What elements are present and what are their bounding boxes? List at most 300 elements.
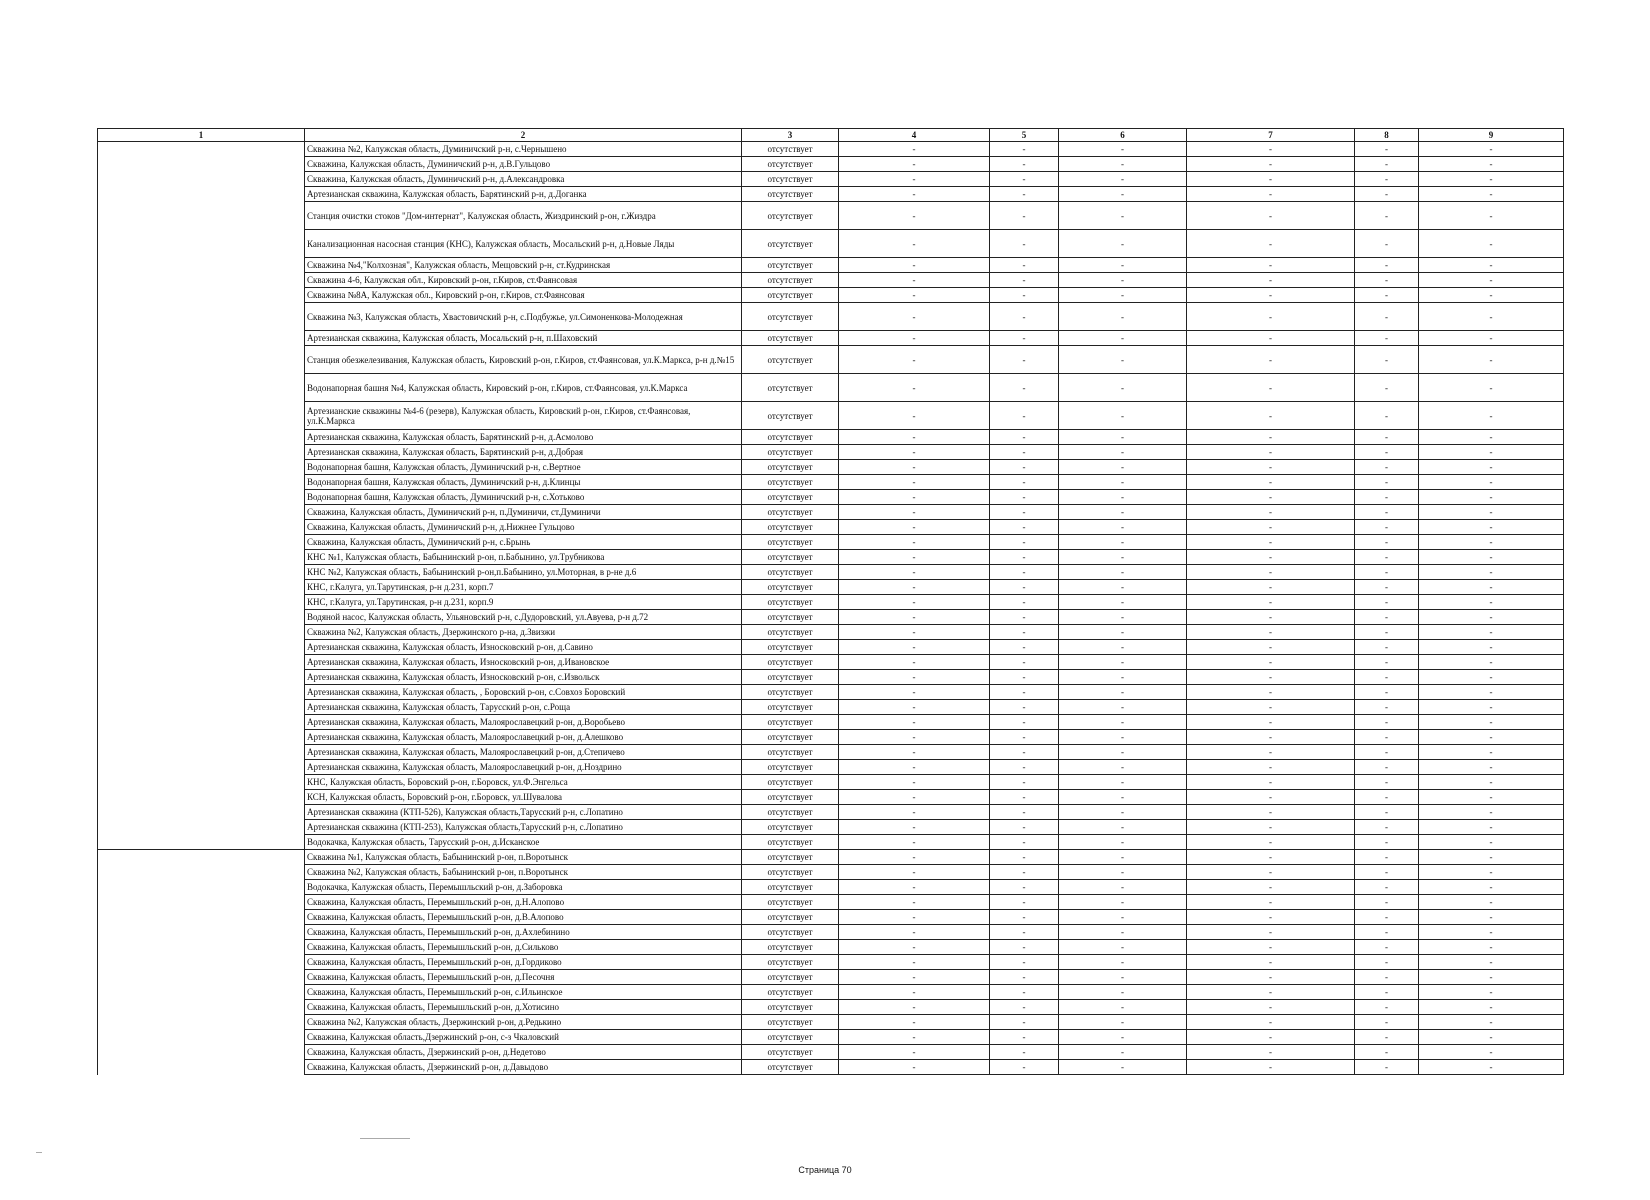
value-cell-col-5: - (990, 850, 1059, 865)
value-cell-col-9: - (1419, 625, 1564, 640)
object-name-cell: Скважина 4-6, Калужская обл., Кировский р-он, г.Киров, ст.Фаянсовая (305, 273, 742, 288)
value-cell-col-6: - (1059, 1030, 1187, 1045)
table-row (98, 700, 1564, 715)
value-cell-col-6: - (1059, 685, 1187, 700)
group-cell (98, 970, 305, 985)
value-cell-col-6: - (1059, 895, 1187, 910)
value-cell-col-8: - (1355, 985, 1419, 1000)
value-cell-col-8: - (1355, 655, 1419, 670)
value-cell-col-7: - (1187, 805, 1355, 820)
group-cell (98, 1045, 305, 1060)
group-cell (98, 715, 305, 730)
value-cell-col-6: - (1059, 187, 1187, 202)
status-cell: отсутствует (742, 157, 839, 172)
value-cell-col-8: - (1355, 745, 1419, 760)
table-row (98, 685, 1564, 700)
group-cell (98, 1030, 305, 1045)
value-cell-col-9: - (1419, 230, 1564, 258)
value-cell-col-6: - (1059, 273, 1187, 288)
object-name-cell: КНС №1, Калужская область, Бабынинский р-он, п.Бабынино, ул.Трубникова (305, 550, 742, 565)
value-cell-col-7: - (1187, 565, 1355, 580)
value-cell-col-4: - (839, 172, 990, 187)
object-name-cell: Скважина, Калужская область, Думиничский р-н, д.Александровка (305, 172, 742, 187)
status-cell: отсутствует (742, 835, 839, 850)
value-cell-col-8: - (1355, 346, 1419, 374)
table-row (98, 1060, 1564, 1075)
object-name-cell: Скважина, Калужская область, Перемышльский р-он, д.Песочня (305, 970, 742, 985)
object-name-cell: Скважина №2, Калужская область, Бабынинский р-он, п.Воротынск (305, 865, 742, 880)
value-cell-col-9: - (1419, 460, 1564, 475)
value-cell-col-5: - (990, 955, 1059, 970)
value-cell-col-5: - (990, 430, 1059, 445)
value-cell-col-4: - (839, 760, 990, 775)
value-cell-col-6: - (1059, 374, 1187, 402)
value-cell-col-7: - (1187, 187, 1355, 202)
value-cell-col-4: - (839, 430, 990, 445)
value-cell-col-8: - (1355, 865, 1419, 880)
value-cell-col-9: - (1419, 865, 1564, 880)
object-name-cell: Артезианская скважина, Калужская область, Износковский р-он, с.Извольск (305, 670, 742, 685)
object-name-cell: Артезианская скважина, Калужская область, Малоярославецкий р-он, д.Воробьево (305, 715, 742, 730)
value-cell-col-6: - (1059, 580, 1187, 595)
value-cell-col-6: - (1059, 172, 1187, 187)
value-cell-col-8: - (1355, 475, 1419, 490)
value-cell-col-4: - (839, 670, 990, 685)
status-cell: отсутствует (742, 142, 839, 157)
value-cell-col-7: - (1187, 895, 1355, 910)
value-cell-col-9: - (1419, 346, 1564, 374)
value-cell-col-8: - (1355, 805, 1419, 820)
object-name-cell: Скважина №4,"Колхозная", Калужская область, Мещовский р-н, ст.Кудринская (305, 258, 742, 273)
value-cell-col-8: - (1355, 880, 1419, 895)
status-cell: отсутствует (742, 610, 839, 625)
value-cell-col-9: - (1419, 374, 1564, 402)
group-cell (98, 895, 305, 910)
object-name-cell: Артезианские скважины №4-6 (резерв), Калужская область, Кировский р-он, г.Киров, ст.Фаянсовая, ул.К.Маркса (305, 402, 742, 430)
group-cell (98, 331, 305, 346)
group-cell (98, 303, 305, 331)
status-cell: отсутствует (742, 505, 839, 520)
group-cell (98, 520, 305, 535)
value-cell-col-9: - (1419, 655, 1564, 670)
table-row (98, 730, 1564, 745)
value-cell-col-9: - (1419, 565, 1564, 580)
value-cell-col-6: - (1059, 925, 1187, 940)
value-cell-col-5: - (990, 230, 1059, 258)
value-cell-col-6: - (1059, 820, 1187, 835)
value-cell-col-7: - (1187, 640, 1355, 655)
header-cell-4: 4 (839, 129, 990, 142)
table-row (98, 187, 1564, 202)
value-cell-col-6: - (1059, 640, 1187, 655)
value-cell-col-5: - (990, 565, 1059, 580)
table-row (98, 142, 1564, 157)
value-cell-col-8: - (1355, 730, 1419, 745)
value-cell-col-4: - (839, 1045, 990, 1060)
value-cell-col-8: - (1355, 1000, 1419, 1015)
value-cell-col-7: - (1187, 402, 1355, 430)
status-cell: отсутствует (742, 715, 839, 730)
value-cell-col-9: - (1419, 475, 1564, 490)
scan-mark-center (360, 1138, 410, 1139)
value-cell-col-9: - (1419, 445, 1564, 460)
value-cell-col-7: - (1187, 374, 1355, 402)
group-cell (98, 460, 305, 475)
value-cell-col-4: - (839, 955, 990, 970)
object-name-cell: Станция очистки стоков "Дом-интернат", Калужская область, Жиздринский р-он, г.Жиздра (305, 202, 742, 230)
status-cell: отсутствует (742, 655, 839, 670)
value-cell-col-6: - (1059, 258, 1187, 273)
value-cell-col-5: - (990, 640, 1059, 655)
object-name-cell: Скважина, Калужская область, Думиничский р-н, с.Брынь (305, 535, 742, 550)
value-cell-col-8: - (1355, 445, 1419, 460)
object-name-cell: Артезианская скважина (КТП-526), Калужская область,Тарусский р-н, с.Лопатино (305, 805, 742, 820)
object-name-cell: Артезианская скважина, Калужская область, Мосальский р-н, п.Шаховский (305, 331, 742, 346)
table-row (98, 230, 1564, 258)
value-cell-col-4: - (839, 346, 990, 374)
value-cell-col-6: - (1059, 700, 1187, 715)
value-cell-col-5: - (990, 940, 1059, 955)
value-cell-col-6: - (1059, 520, 1187, 535)
table-row (98, 331, 1564, 346)
value-cell-col-4: - (839, 790, 990, 805)
value-cell-col-8: - (1355, 535, 1419, 550)
object-name-cell: Артезианская скважина, Калужская область, Малоярославецкий р-он, д.Ноздрино (305, 760, 742, 775)
value-cell-col-7: - (1187, 835, 1355, 850)
value-cell-col-5: - (990, 775, 1059, 790)
status-cell: отсутствует (742, 550, 839, 565)
value-cell-col-6: - (1059, 288, 1187, 303)
table-row (98, 880, 1564, 895)
table-row (98, 910, 1564, 925)
value-cell-col-9: - (1419, 925, 1564, 940)
value-cell-col-8: - (1355, 835, 1419, 850)
object-name-cell: Артезианская скважина, Калужская область, Малоярославецкий р-он, д.Степичево (305, 745, 742, 760)
value-cell-col-9: - (1419, 288, 1564, 303)
value-cell-col-9: - (1419, 805, 1564, 820)
value-cell-col-7: - (1187, 230, 1355, 258)
value-cell-col-7: - (1187, 273, 1355, 288)
object-name-cell: Скважина №2, Калужская область, Дзержинский р-он, д.Редькино (305, 1015, 742, 1030)
value-cell-col-4: - (839, 820, 990, 835)
value-cell-col-6: - (1059, 430, 1187, 445)
value-cell-col-5: - (990, 910, 1059, 925)
table-row (98, 610, 1564, 625)
value-cell-col-5: - (990, 1000, 1059, 1015)
value-cell-col-8: - (1355, 1045, 1419, 1060)
value-cell-col-6: - (1059, 805, 1187, 820)
table-row (98, 640, 1564, 655)
value-cell-col-8: - (1355, 273, 1419, 288)
value-cell-col-5: - (990, 820, 1059, 835)
value-cell-col-9: - (1419, 790, 1564, 805)
object-name-cell: КСН, Калужская область, Боровский р-он, г.Боровск, ул.Шувалова (305, 790, 742, 805)
value-cell-col-7: - (1187, 715, 1355, 730)
value-cell-col-5: - (990, 985, 1059, 1000)
value-cell-col-9: - (1419, 970, 1564, 985)
value-cell-col-8: - (1355, 1060, 1419, 1075)
value-cell-col-6: - (1059, 670, 1187, 685)
value-cell-col-9: - (1419, 172, 1564, 187)
object-name-cell: Водяной насос, Калужская область, Ульяновский р-н, с.Дудоровский, ул.Авуева, р-н д.72 (305, 610, 742, 625)
value-cell-col-9: - (1419, 1030, 1564, 1045)
object-name-cell: Артезианская скважина, Калужская область, Тарусский р-он, с.Роща (305, 700, 742, 715)
table-row (98, 1015, 1564, 1030)
value-cell-col-7: - (1187, 550, 1355, 565)
value-cell-col-9: - (1419, 985, 1564, 1000)
object-name-cell: Скважина, Калужская область, Думиничский р-н, д.Нижнее Гульцово (305, 520, 742, 535)
table-row (98, 460, 1564, 475)
value-cell-col-9: - (1419, 331, 1564, 346)
value-cell-col-6: - (1059, 970, 1187, 985)
value-cell-col-8: - (1355, 910, 1419, 925)
group-cell (98, 1060, 305, 1075)
value-cell-col-6: - (1059, 230, 1187, 258)
value-cell-col-4: - (839, 550, 990, 565)
status-cell: отсутствует (742, 402, 839, 430)
value-cell-col-6: - (1059, 730, 1187, 745)
value-cell-col-7: - (1187, 865, 1355, 880)
object-name-cell: Скважина №2, Калужская область, Думиничский р-н, с.Чернышено (305, 142, 742, 157)
status-cell: отсутствует (742, 700, 839, 715)
group-cell (98, 955, 305, 970)
group-cell (98, 610, 305, 625)
object-name-cell: КНС, Калужская область, Боровский р-он, г.Боровск, ул.Ф.Энгельса (305, 775, 742, 790)
table-row (98, 1000, 1564, 1015)
value-cell-col-8: - (1355, 331, 1419, 346)
group-cell (98, 273, 305, 288)
value-cell-col-5: - (990, 505, 1059, 520)
object-name-cell: Скважина, Калужская область, Перемышльский р-он, д.Н.Алопово (305, 895, 742, 910)
table-row (98, 925, 1564, 940)
status-cell: отсутствует (742, 670, 839, 685)
value-cell-col-8: - (1355, 157, 1419, 172)
value-cell-col-9: - (1419, 895, 1564, 910)
value-cell-col-7: - (1187, 850, 1355, 865)
table-body (98, 129, 1564, 1075)
value-cell-col-5: - (990, 595, 1059, 610)
value-cell-col-8: - (1355, 685, 1419, 700)
value-cell-col-8: - (1355, 970, 1419, 985)
object-name-cell: Скважина, Калужская область,Дзержинский р-он, с-з Чкаловский (305, 1030, 742, 1045)
value-cell-col-9: - (1419, 955, 1564, 970)
status-cell: отсутствует (742, 730, 839, 745)
status-cell: отсутствует (742, 490, 839, 505)
object-name-cell: Водокачка, Калужская область, Тарусский р-он, д.Исканское (305, 835, 742, 850)
value-cell-col-9: - (1419, 700, 1564, 715)
group-cell (98, 940, 305, 955)
table-row (98, 655, 1564, 670)
table-row (98, 745, 1564, 760)
group-cell (98, 535, 305, 550)
value-cell-col-5: - (990, 258, 1059, 273)
table-row (98, 760, 1564, 775)
value-cell-col-8: - (1355, 760, 1419, 775)
value-cell-col-4: - (839, 865, 990, 880)
value-cell-col-5: - (990, 331, 1059, 346)
value-cell-col-6: - (1059, 1015, 1187, 1030)
status-cell: отсутствует (742, 535, 839, 550)
table-row (98, 565, 1564, 580)
value-cell-col-7: - (1187, 955, 1355, 970)
value-cell-col-6: - (1059, 202, 1187, 230)
status-cell: отсутствует (742, 374, 839, 402)
object-name-cell: Скважина, Калужская область, Думиничский р-н, п.Думиничи, ст.Думиничи (305, 505, 742, 520)
value-cell-col-6: - (1059, 346, 1187, 374)
value-cell-col-5: - (990, 610, 1059, 625)
status-cell: отсутствует (742, 895, 839, 910)
header-cell-2: 2 (305, 129, 742, 142)
object-name-cell: Артезианская скважина, Калужская область, Барятинский р-н, д.Асмолово (305, 430, 742, 445)
value-cell-col-4: - (839, 775, 990, 790)
table-row (98, 288, 1564, 303)
page-number: Страница 70 (798, 1165, 852, 1175)
value-cell-col-9: - (1419, 490, 1564, 505)
table-row (98, 505, 1564, 520)
group-cell (98, 595, 305, 610)
status-cell: отсутствует (742, 865, 839, 880)
value-cell-col-5: - (990, 402, 1059, 430)
value-cell-col-9: - (1419, 940, 1564, 955)
value-cell-col-8: - (1355, 790, 1419, 805)
value-cell-col-9: - (1419, 715, 1564, 730)
group-cell (98, 820, 305, 835)
value-cell-col-7: - (1187, 1000, 1355, 1015)
value-cell-col-7: - (1187, 760, 1355, 775)
value-cell-col-8: - (1355, 610, 1419, 625)
object-name-cell: Скважина, Калужская область, Дзержинский р-он, д.Недетово (305, 1045, 742, 1060)
status-cell: отсутствует (742, 202, 839, 230)
object-name-cell: Водонапорная башня, Калужская область, Думиничский р-н, с.Вертное (305, 460, 742, 475)
value-cell-col-9: - (1419, 685, 1564, 700)
table-row (98, 790, 1564, 805)
value-cell-col-9: - (1419, 1000, 1564, 1015)
status-cell: отсутствует (742, 910, 839, 925)
value-cell-col-5: - (990, 520, 1059, 535)
group-cell (98, 230, 305, 258)
object-name-cell: Водокачка, Калужская область, Перемышльский р-он, д.Заборовка (305, 880, 742, 895)
status-cell: отсутствует (742, 430, 839, 445)
value-cell-col-6: - (1059, 331, 1187, 346)
value-cell-col-5: - (990, 925, 1059, 940)
object-name-cell: Станция обезжелезивания, Калужская область, Кировский р-он, г.Киров, ст.Фаянсовая, ул.К.Маркса, р-н д.№15 (305, 346, 742, 374)
value-cell-col-6: - (1059, 955, 1187, 970)
table-row (98, 490, 1564, 505)
value-cell-col-7: - (1187, 775, 1355, 790)
value-cell-col-4: - (839, 374, 990, 402)
value-cell-col-4: - (839, 610, 990, 625)
value-cell-col-5: - (990, 273, 1059, 288)
table-row (98, 850, 1564, 865)
value-cell-col-7: - (1187, 346, 1355, 374)
group-cell (98, 865, 305, 880)
value-cell-col-8: - (1355, 940, 1419, 955)
group-cell (98, 670, 305, 685)
object-name-cell: КНС, г.Калуга, ул.Тарутинская, р-н д.231, корп.7 (305, 580, 742, 595)
value-cell-col-9: - (1419, 730, 1564, 745)
value-cell-col-6: - (1059, 157, 1187, 172)
value-cell-col-4: - (839, 805, 990, 820)
value-cell-col-9: - (1419, 430, 1564, 445)
table-row (98, 715, 1564, 730)
value-cell-col-7: - (1187, 580, 1355, 595)
group-cell (98, 346, 305, 374)
object-name-cell: КНС №2, Калужская область, Бабынинский р-он,п.Бабынино, ул.Моторная, в р-не д.6 (305, 565, 742, 580)
object-name-cell: Артезианская скважина, Калужская область, Износковский р-он, д.Савино (305, 640, 742, 655)
group-cell (98, 550, 305, 565)
group-cell (98, 655, 305, 670)
value-cell-col-6: - (1059, 850, 1187, 865)
object-name-cell: Скважина, Калужская область, Думиничский р-н, д.В.Гульцово (305, 157, 742, 172)
value-cell-col-9: - (1419, 202, 1564, 230)
group-cell (98, 760, 305, 775)
object-name-cell: Скважина, Калужская область, Перемышльский р-он, д.В.Алопово (305, 910, 742, 925)
table-row (98, 535, 1564, 550)
header-cell-6: 6 (1059, 129, 1187, 142)
value-cell-col-4: - (839, 970, 990, 985)
value-cell-col-9: - (1419, 640, 1564, 655)
value-cell-col-6: - (1059, 303, 1187, 331)
value-cell-col-8: - (1355, 775, 1419, 790)
value-cell-col-8: - (1355, 288, 1419, 303)
value-cell-col-5: - (990, 1030, 1059, 1045)
value-cell-col-8: - (1355, 595, 1419, 610)
value-cell-col-8: - (1355, 820, 1419, 835)
group-cell (98, 850, 305, 865)
group-cell (98, 625, 305, 640)
value-cell-col-4: - (839, 850, 990, 865)
table-row (98, 445, 1564, 460)
value-cell-col-4: - (839, 505, 990, 520)
value-cell-col-5: - (990, 730, 1059, 745)
value-cell-col-5: - (990, 550, 1059, 565)
value-cell-col-4: - (839, 700, 990, 715)
value-cell-col-4: - (839, 835, 990, 850)
status-cell: отсутствует (742, 303, 839, 331)
value-cell-col-6: - (1059, 880, 1187, 895)
status-cell: отсутствует (742, 187, 839, 202)
value-cell-col-4: - (839, 460, 990, 475)
table-row (98, 895, 1564, 910)
value-cell-col-7: - (1187, 157, 1355, 172)
value-cell-col-4: - (839, 331, 990, 346)
value-cell-col-8: - (1355, 402, 1419, 430)
value-cell-col-9: - (1419, 910, 1564, 925)
value-cell-col-6: - (1059, 910, 1187, 925)
value-cell-col-6: - (1059, 490, 1187, 505)
object-name-cell: Скважина №3, Калужская область, Хвастовичский р-н, с.Подбужье, ул.Симоненкова-Молодежная (305, 303, 742, 331)
value-cell-col-5: - (990, 288, 1059, 303)
value-cell-col-9: - (1419, 670, 1564, 685)
value-cell-col-6: - (1059, 505, 1187, 520)
value-cell-col-6: - (1059, 610, 1187, 625)
object-name-cell: Водонапорная башня, Калужская область, Думиничский р-н, д.Клинцы (305, 475, 742, 490)
data-table (97, 128, 1564, 1075)
table-row (98, 865, 1564, 880)
value-cell-col-9: - (1419, 850, 1564, 865)
value-cell-col-5: - (990, 187, 1059, 202)
value-cell-col-8: - (1355, 230, 1419, 258)
header-cell-3: 3 (742, 129, 839, 142)
group-cell (98, 187, 305, 202)
table-row (98, 202, 1564, 230)
value-cell-col-8: - (1355, 550, 1419, 565)
value-cell-col-5: - (990, 490, 1059, 505)
value-cell-col-5: - (990, 535, 1059, 550)
table-row (98, 430, 1564, 445)
value-cell-col-9: - (1419, 580, 1564, 595)
status-cell: отсутствует (742, 775, 839, 790)
